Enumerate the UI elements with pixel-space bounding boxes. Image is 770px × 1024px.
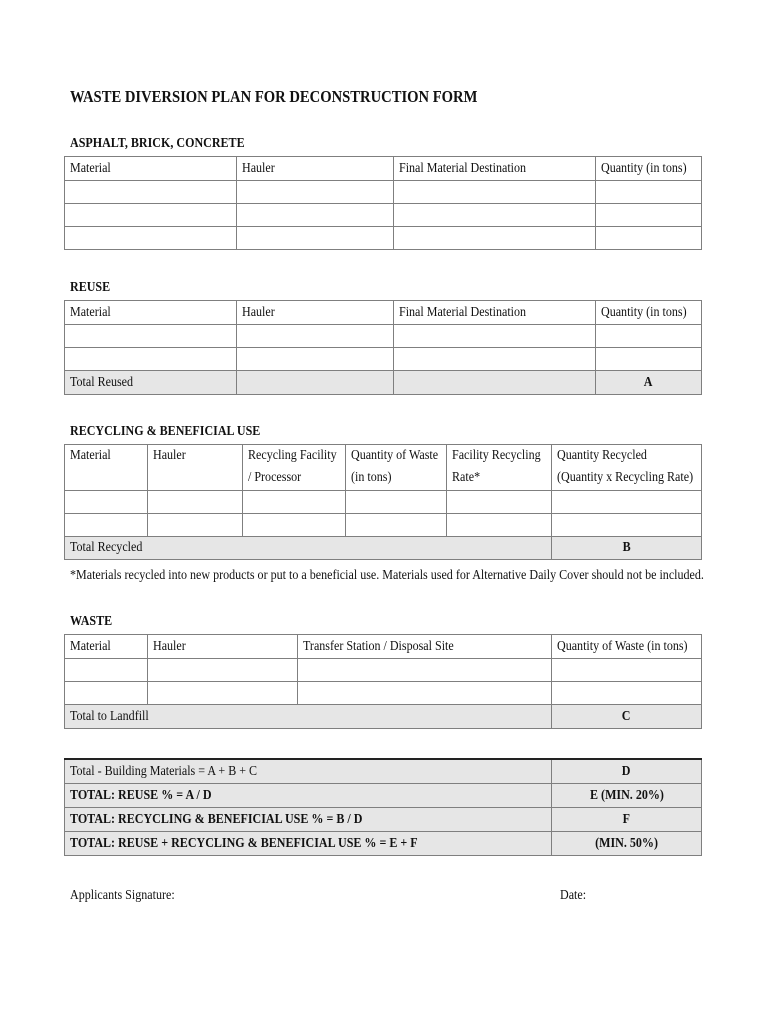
page-title: WASTE DIVERSION PLAN FOR DECONSTRUCTION FORM: [70, 87, 478, 106]
quantity-cell[interactable]: [596, 348, 702, 371]
quantity-cell[interactable]: [596, 181, 702, 204]
table-row[interactable]: [65, 659, 702, 682]
destination-cell[interactable]: [394, 204, 596, 227]
table-row[interactable]: [65, 491, 702, 514]
material-cell[interactable]: [65, 348, 237, 371]
table-row[interactable]: [65, 348, 702, 371]
material-cell[interactable]: [65, 227, 237, 250]
column-header: Quantity (in tons): [596, 301, 702, 325]
destination-cell[interactable]: [394, 348, 596, 371]
quantity-cell[interactable]: [596, 325, 702, 348]
summary-label: TOTAL: REUSE % = A / D: [65, 784, 552, 808]
reuse-table: [64, 300, 702, 395]
column-header: Recycling Facility / Processor: [243, 445, 346, 491]
column-header: Facility Recycling Rate*: [447, 445, 552, 491]
column-header: Hauler: [148, 445, 243, 491]
summary-table: [64, 758, 702, 856]
table-header-row: [65, 635, 702, 659]
column-header: Material: [65, 635, 148, 659]
column-header: Quantity of Waste (in tons): [346, 445, 447, 491]
table-row[interactable]: [65, 181, 702, 204]
column-header: Material: [65, 445, 148, 491]
destination-cell[interactable]: [394, 325, 596, 348]
recycling-table: [64, 444, 702, 560]
table-header-row: [65, 301, 702, 325]
total-reused-value[interactable]: A: [596, 371, 702, 395]
summary-value[interactable]: F: [552, 808, 702, 832]
quantity-cell[interactable]: [596, 204, 702, 227]
applicant-signature-label: Applicants Signature:: [70, 888, 175, 903]
total-row: [65, 537, 702, 560]
column-header: Quantity Recycled (Quantity x Recycling Rate): [552, 445, 702, 491]
summary-row: [65, 784, 702, 808]
column-header: Hauler: [148, 635, 298, 659]
recycling-footnote: *Materials recycled into new products or put to a beneficial use. Materials used for Alternative Daily Cover should not be included.: [70, 568, 704, 583]
summary-row: [65, 832, 702, 856]
summary-label: TOTAL: RECYCLING & BENEFICIAL USE % = B / D: [65, 808, 552, 832]
section-heading-reuse: REUSE: [70, 280, 111, 295]
table-header-row: [65, 157, 702, 181]
summary-label: TOTAL: REUSE + RECYCLING & BENEFICIAL USE % = E + F: [65, 832, 552, 856]
section-heading-waste: WASTE: [70, 614, 113, 629]
table-row[interactable]: [65, 325, 702, 348]
column-header: Quantity (in tons): [596, 157, 702, 181]
material-cell[interactable]: [65, 204, 237, 227]
asphalt-table: [64, 156, 702, 250]
destination-cell[interactable]: [394, 227, 596, 250]
column-header: Material: [65, 157, 237, 181]
table-row[interactable]: [65, 227, 702, 250]
total-recycled-value[interactable]: B: [552, 537, 702, 560]
destination-cell[interactable]: [394, 181, 596, 204]
material-cell[interactable]: [65, 325, 237, 348]
total-row: [65, 705, 702, 729]
waste-table: [64, 634, 702, 729]
summary-label: Total - Building Materials = A + B + C: [65, 759, 552, 784]
quantity-cell[interactable]: [596, 227, 702, 250]
column-header: Quantity of Waste (in tons): [552, 635, 702, 659]
summary-value[interactable]: (MIN. 50%): [552, 832, 702, 856]
summary-value[interactable]: E (MIN. 20%): [552, 784, 702, 808]
total-landfill-value[interactable]: C: [552, 705, 702, 729]
total-row: [65, 371, 702, 395]
column-header: Final Material Destination: [394, 301, 596, 325]
total-label: Total Recycled: [65, 537, 552, 560]
total-label: Total Reused: [65, 371, 237, 395]
column-header: Material: [65, 301, 237, 325]
table-row[interactable]: [65, 682, 702, 705]
summary-value[interactable]: D: [552, 759, 702, 784]
table-row[interactable]: [65, 514, 702, 537]
material-cell[interactable]: [65, 181, 237, 204]
column-header: Hauler: [237, 157, 394, 181]
column-header: Hauler: [237, 301, 394, 325]
column-header: Transfer Station / Disposal Site: [298, 635, 552, 659]
column-header: Final Material Destination: [394, 157, 596, 181]
summary-row: [65, 808, 702, 832]
table-header-row: [65, 445, 702, 491]
hauler-cell[interactable]: [237, 204, 394, 227]
hauler-cell[interactable]: [237, 227, 394, 250]
total-label: Total to Landfill: [65, 705, 552, 729]
table-row[interactable]: [65, 204, 702, 227]
summary-row: [65, 759, 702, 784]
hauler-cell[interactable]: [237, 181, 394, 204]
section-heading-asphalt: ASPHALT, BRICK, CONCRETE: [70, 136, 245, 151]
date-label: Date:: [560, 888, 587, 903]
hauler-cell[interactable]: [237, 348, 394, 371]
section-heading-recycling: RECYCLING & BENEFICIAL USE: [70, 424, 261, 439]
hauler-cell[interactable]: [237, 325, 394, 348]
